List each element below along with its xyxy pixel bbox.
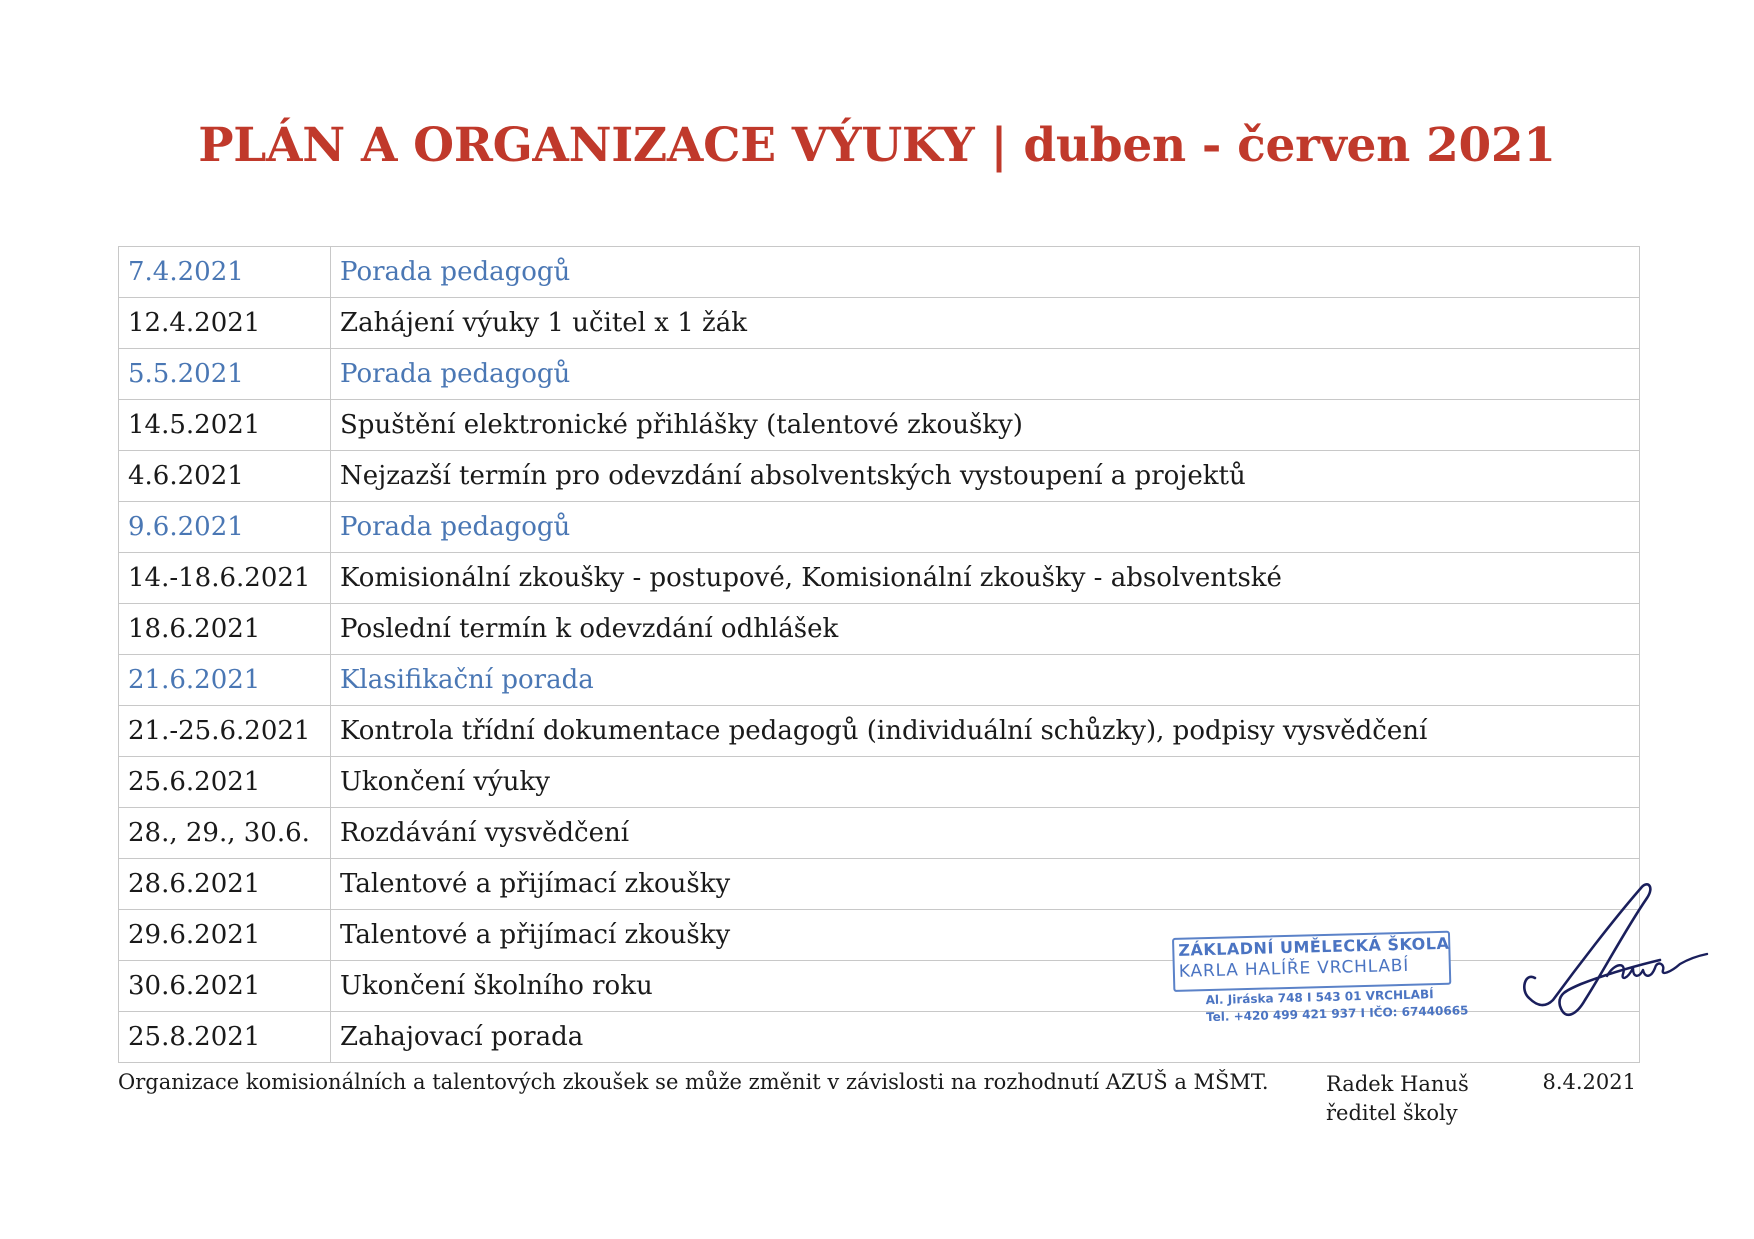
- row-event: Poslední termín k odevzdání odhlášek: [331, 604, 1640, 655]
- row-date: 12.4.2021: [119, 298, 331, 349]
- table-row: [119, 502, 1640, 553]
- row-event: Spuštění elektronické přihlášky (talentové zkoušky): [331, 400, 1640, 451]
- table-row: [119, 400, 1640, 451]
- row-date: 28.6.2021: [119, 859, 331, 910]
- row-date: 9.6.2021: [119, 502, 331, 553]
- page-title: PLÁN A ORGANIZACE VÝUKY | duben - červen 2021: [198, 118, 1556, 173]
- row-event: Porada pedagogů: [331, 349, 1640, 400]
- row-event: Ukončení školního roku: [331, 961, 1640, 1012]
- signature-date: 8.4.2021: [1542, 1070, 1636, 1094]
- row-event: Porada pedagogů: [331, 502, 1640, 553]
- signer-role: ředitel školy: [1326, 1101, 1458, 1125]
- row-date: 4.6.2021: [119, 451, 331, 502]
- handwritten-signature: [1515, 880, 1715, 1040]
- row-event: Rozdávání vysvědčení: [331, 808, 1640, 859]
- signer-block: [1326, 1070, 1469, 1128]
- row-event: Porada pedagogů: [331, 247, 1640, 298]
- table-row: [119, 757, 1640, 808]
- school-stamp: [1172, 931, 1469, 1030]
- row-date: 21.-25.6.2021: [119, 706, 331, 757]
- row-date: 5.5.2021: [119, 349, 331, 400]
- table-row: [119, 604, 1640, 655]
- row-date: 7.4.2021: [119, 247, 331, 298]
- row-event: Klasifikační porada: [331, 655, 1640, 706]
- stamp-school-subname: KARLA HALÍŘE VRCHLABÍ: [1178, 955, 1410, 982]
- row-event: Kontrola třídní dokumentace pedagogů (individuální schůzky), podpisy vysvědčení: [331, 706, 1640, 757]
- table-row: [119, 706, 1640, 757]
- row-event: Talentové a přijímací zkoušky: [331, 859, 1640, 910]
- table-row: [119, 655, 1640, 706]
- stamp-address: Al. Jiráska 748 I 543 01 VRCHLABÍ: [1205, 987, 1434, 1008]
- row-date: 25.8.2021: [119, 1012, 331, 1063]
- row-date: 28., 29., 30.6.: [119, 808, 331, 859]
- row-event: Talentové a přijímací zkoušky: [331, 910, 1640, 961]
- table-row: [119, 808, 1640, 859]
- table-row: [119, 553, 1640, 604]
- row-date: 29.6.2021: [119, 910, 331, 961]
- stamp-contact: Tel. +420 499 421 937 I IČO: 67440665: [1205, 1003, 1469, 1025]
- table-row: [119, 298, 1640, 349]
- footnote: Organizace komisionálních a talentových zkoušek se může změnit v závislosti na rozhodnutí AZUŠ a MŠMT.: [118, 1070, 1269, 1094]
- row-date: 21.6.2021: [119, 655, 331, 706]
- stamp-school-name: ZÁKLADNÍ UMĚLECKÁ ŠKOLA: [1178, 933, 1450, 960]
- table-row: [119, 451, 1640, 502]
- row-date: 25.6.2021: [119, 757, 331, 808]
- row-event: Ukončení výuky: [331, 757, 1640, 808]
- row-event: Zahajovací porada: [331, 1012, 1640, 1063]
- table-row: [119, 349, 1640, 400]
- row-event: Komisionální zkoušky - postupové, Komisionální zkoušky - absolventské: [331, 553, 1640, 604]
- row-event: Zahájení výuky 1 učitel x 1 žák: [331, 298, 1640, 349]
- row-event: Nejzazší termín pro odevzdání absolventských vystoupení a projektů: [331, 451, 1640, 502]
- table-row: [119, 859, 1640, 910]
- signer-name: Radek Hanuš: [1326, 1072, 1469, 1096]
- row-date: 30.6.2021: [119, 961, 331, 1012]
- table-row: [119, 247, 1640, 298]
- row-date: 14.5.2021: [119, 400, 331, 451]
- row-date: 14.-18.6.2021: [119, 553, 331, 604]
- row-date: 18.6.2021: [119, 604, 331, 655]
